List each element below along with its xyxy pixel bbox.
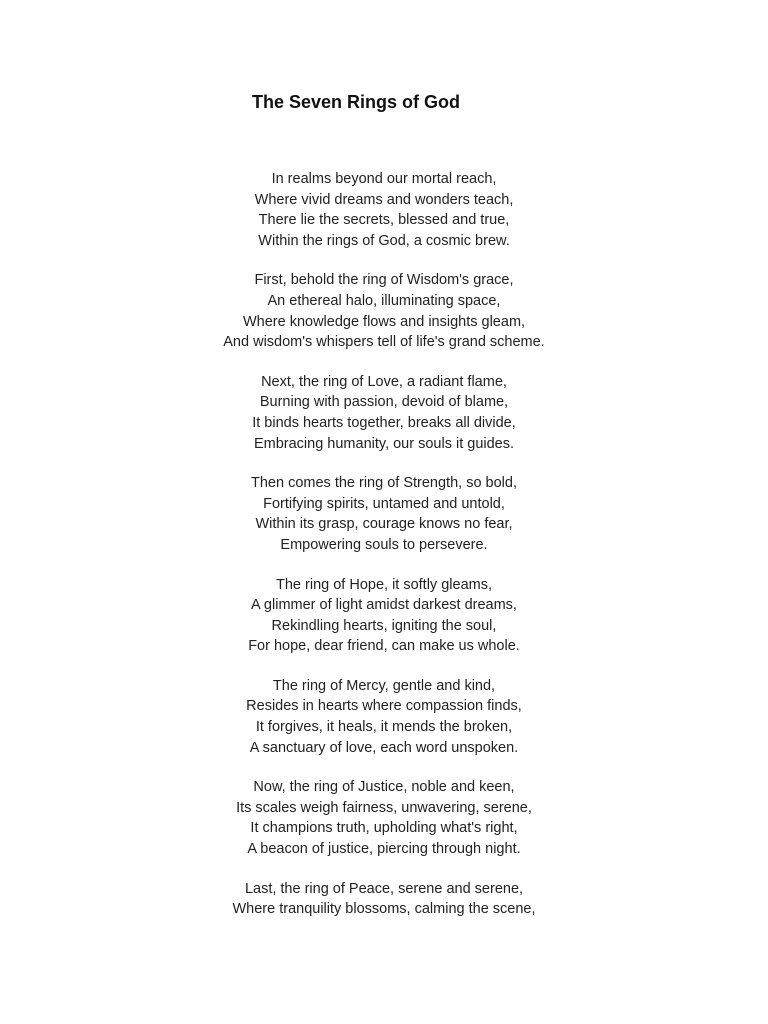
poem-line: Within its grasp, courage knows no fear,	[255, 516, 513, 533]
poem-line: A glimmer of light amidst darkest dreams,	[251, 597, 517, 614]
stanza	[134, 169, 634, 251]
poem-line: Empowering souls to persevere.	[280, 536, 488, 553]
poem-line: For hope, dear friend, can make us whole.	[248, 638, 520, 655]
poem-line: The ring of Mercy, gentle and kind,	[272, 677, 496, 694]
stanza	[134, 372, 634, 454]
poem-line: Next, the ring of Love, a radiant flame,	[261, 373, 507, 390]
poem-line: Rekindling hearts, igniting the soul,	[271, 617, 497, 634]
stanza	[134, 575, 634, 657]
poem-line: Last, the ring of Peace, serene and serene,	[244, 880, 524, 897]
poem-line: Now, the ring of Justice, noble and keen,	[253, 779, 515, 796]
poem-line: It forgives, it heals, it mends the broken,	[255, 719, 513, 736]
poem-line: It champions truth, upholding what's right,	[250, 820, 518, 837]
poem-line: In realms beyond our mortal reach,	[271, 171, 497, 187]
poem-title: The Seven Rings of God	[252, 92, 461, 112]
poem-line: It binds hearts together, breaks all divide,	[252, 414, 516, 431]
poem-line: And wisdom's whispers tell of life's grand scheme.	[223, 334, 545, 351]
poem-line: Where vivid dreams and wonders teach,	[254, 191, 514, 208]
poem-line: A sanctuary of love, each word unspoken.	[249, 739, 519, 756]
poem-line: Within the rings of God, a cosmic brew.	[258, 232, 510, 249]
poem-line: Fortifying spirits, untamed and untold,	[263, 495, 505, 512]
poem-line: Embracing humanity, our souls it guides.	[253, 435, 515, 452]
poem-line: Where tranquility blossoms, calming the scene,	[232, 901, 536, 918]
stanza	[134, 473, 634, 555]
poem-body	[134, 169, 634, 939]
stanza	[134, 676, 634, 758]
stanza	[134, 270, 634, 352]
poem-line: Its scales weigh fairness, unwavering, serene,	[236, 799, 532, 816]
poem-line: Then comes the ring of Strength, so bold,	[251, 475, 517, 492]
poem-line: Resides in hearts where compassion finds,	[246, 698, 522, 715]
poem-line: First, behold the ring of Wisdom's grace,	[254, 272, 514, 289]
poem-line: There lie the secrets, blessed and true,	[258, 212, 510, 229]
poem-line: Burning with passion, devoid of blame,	[259, 394, 509, 411]
poem-line: The ring of Hope, it softly gleams,	[276, 576, 492, 593]
poem-line: An ethereal halo, illuminating space,	[267, 292, 501, 309]
stanza	[134, 777, 634, 859]
stanza	[134, 879, 634, 920]
poem-line: Where knowledge flows and insights gleam,	[242, 313, 526, 330]
poem-line: A beacon of justice, piercing through night.	[247, 841, 521, 858]
